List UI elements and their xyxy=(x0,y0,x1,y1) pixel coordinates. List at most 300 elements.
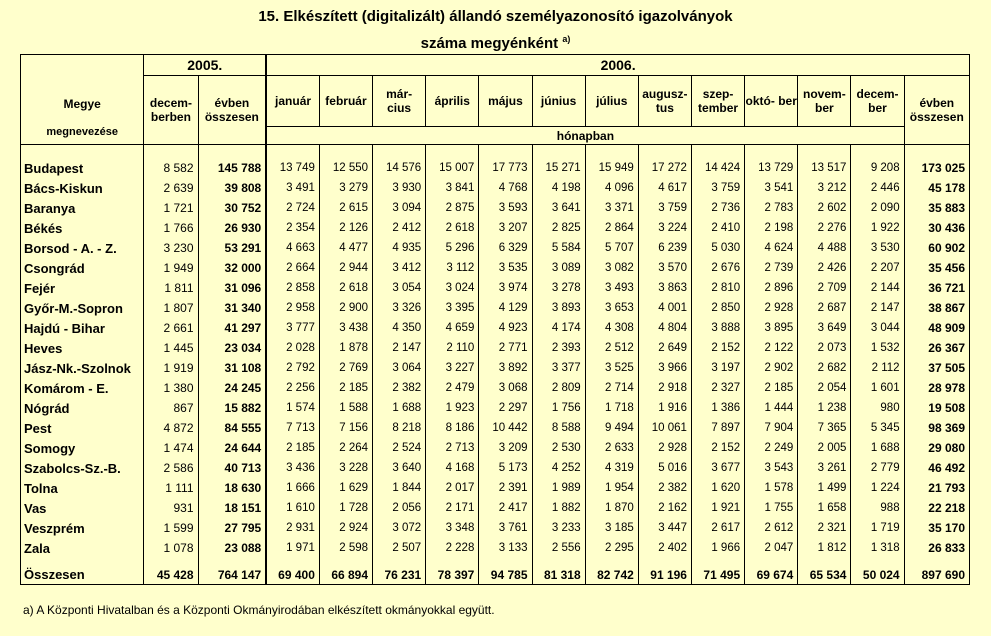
month-value-cell: 2 556 xyxy=(532,538,585,558)
month-value-cell: 15 949 xyxy=(585,158,638,178)
county-name: Pest xyxy=(21,418,144,438)
month-value-cell: 1 954 xyxy=(585,478,638,498)
month-value-cell: 66 894 xyxy=(319,558,372,585)
table-row xyxy=(21,378,970,398)
total-2006-cell: 37 505 xyxy=(904,358,969,378)
month-value-cell: 2 393 xyxy=(532,338,585,358)
month-value-cell: 1 882 xyxy=(532,498,585,518)
month-value-cell: 2 171 xyxy=(426,498,479,518)
month-value-cell: 3 068 xyxy=(479,378,532,398)
county-name: Összesen xyxy=(21,558,144,585)
dec-2005-cell: 8 582 xyxy=(144,158,198,178)
month-value-cell: 82 742 xyxy=(585,558,638,585)
month-value-cell: 3 261 xyxy=(798,458,851,478)
month-value-cell: 1 658 xyxy=(798,498,851,518)
total-2005-cell: 31 340 xyxy=(198,298,266,318)
month-value-cell: 1 499 xyxy=(798,478,851,498)
total-2005-cell: 23 088 xyxy=(198,538,266,558)
table-row xyxy=(21,218,970,238)
dec-2005-cell: 1 807 xyxy=(144,298,198,318)
month-value-cell: 3 072 xyxy=(373,518,426,538)
month-value-cell: 3 209 xyxy=(479,438,532,458)
month-value-cell: 1 574 xyxy=(266,398,319,418)
month-value-cell: 2 714 xyxy=(585,378,638,398)
month-value-cell: 1 688 xyxy=(851,438,904,458)
month-value-cell: 2 207 xyxy=(851,258,904,278)
total-2005-cell: 23 034 xyxy=(198,338,266,358)
month-value-cell: 2 633 xyxy=(585,438,638,458)
county-name: Fejér xyxy=(21,278,144,298)
month-value-cell: 3 640 xyxy=(373,458,426,478)
month-value-cell: 4 768 xyxy=(479,178,532,198)
month-value-cell: 1 224 xyxy=(851,478,904,498)
month-value-cell: 2 858 xyxy=(266,278,319,298)
month-header: szep- tember xyxy=(691,76,744,127)
month-value-cell: 2 792 xyxy=(266,358,319,378)
month-value-cell: 2 391 xyxy=(479,478,532,498)
month-value-cell: 3 759 xyxy=(691,178,744,198)
month-value-cell: 4 350 xyxy=(373,318,426,338)
month-value-cell: 1 878 xyxy=(319,338,372,358)
month-value-cell: 1 921 xyxy=(691,498,744,518)
month-value-cell: 3 278 xyxy=(532,278,585,298)
month-value-cell: 81 318 xyxy=(532,558,585,585)
month-value-cell: 2 809 xyxy=(532,378,585,398)
month-value-cell: 2 769 xyxy=(319,358,372,378)
month-value-cell: 2 864 xyxy=(585,218,638,238)
table-row xyxy=(21,418,970,438)
month-value-cell: 2 162 xyxy=(638,498,691,518)
month-value-cell: 3 089 xyxy=(532,258,585,278)
month-value-cell: 4 319 xyxy=(585,458,638,478)
table-header xyxy=(21,55,970,145)
megye-label: Megye xyxy=(63,97,101,111)
month-value-cell: 2 931 xyxy=(266,518,319,538)
month-value-cell: 2 902 xyxy=(745,358,798,378)
total-2005-cell: 41 297 xyxy=(198,318,266,338)
month-value-cell: 2 417 xyxy=(479,498,532,518)
county-name: Budapest xyxy=(21,158,144,178)
month-value-cell: 1 728 xyxy=(319,498,372,518)
month-value-cell: 5 584 xyxy=(532,238,585,258)
month-value-cell: 2 005 xyxy=(798,438,851,458)
total-2006-cell: 29 080 xyxy=(904,438,969,458)
month-value-cell: 9 494 xyxy=(585,418,638,438)
month-value-cell: 1 610 xyxy=(266,498,319,518)
county-name: Baranya xyxy=(21,198,144,218)
county-name: Vas xyxy=(21,498,144,518)
spacer-row xyxy=(21,145,970,159)
total-2006-cell: 19 508 xyxy=(904,398,969,418)
month-value-cell: 3 493 xyxy=(585,278,638,298)
month-value-cell: 4 488 xyxy=(798,238,851,258)
month-value-cell: 2 402 xyxy=(638,538,691,558)
month-value-cell: 1 989 xyxy=(532,478,585,498)
month-value-cell: 1 444 xyxy=(745,398,798,418)
dec-2005-cell: 931 xyxy=(144,498,198,518)
month-value-cell: 2 736 xyxy=(691,198,744,218)
total-2005-cell: 32 000 xyxy=(198,258,266,278)
month-value-cell: 3 649 xyxy=(798,318,851,338)
month-value-cell: 1 923 xyxy=(426,398,479,418)
table-row xyxy=(21,178,970,198)
total-2006-cell: 28 978 xyxy=(904,378,969,398)
month-value-cell: 2 709 xyxy=(798,278,851,298)
month-value-cell: 2 924 xyxy=(319,518,372,538)
month-value-cell: 1 870 xyxy=(585,498,638,518)
table-row xyxy=(21,198,970,218)
month-value-cell: 1 971 xyxy=(266,538,319,558)
total-2006-cell: 897 690 xyxy=(904,558,969,585)
month-value-cell: 2 297 xyxy=(479,398,532,418)
month-value-cell: 2 047 xyxy=(745,538,798,558)
month-value-cell: 13 729 xyxy=(745,158,798,178)
total-2005-cell: 40 713 xyxy=(198,458,266,478)
month-value-cell: 3 412 xyxy=(373,258,426,278)
month-value-cell: 3 447 xyxy=(638,518,691,538)
table-row xyxy=(21,498,970,518)
dec-2005-cell: 2 661 xyxy=(144,318,198,338)
month-value-cell: 50 024 xyxy=(851,558,904,585)
month-value-cell: 2 256 xyxy=(266,378,319,398)
total-2006-cell: 26 367 xyxy=(904,338,969,358)
month-value-cell: 2 410 xyxy=(691,218,744,238)
month-value-cell: 3 436 xyxy=(266,458,319,478)
month-value-cell: 2 327 xyxy=(691,378,744,398)
month-value-cell: 3 930 xyxy=(373,178,426,198)
month-value-cell: 2 739 xyxy=(745,258,798,278)
month-value-cell: 2 618 xyxy=(319,278,372,298)
total-2006-cell: 38 867 xyxy=(904,298,969,318)
month-value-cell: 3 024 xyxy=(426,278,479,298)
data-table xyxy=(20,54,970,585)
month-value-cell: 1 629 xyxy=(319,478,372,498)
month-value-cell: 9 208 xyxy=(851,158,904,178)
total-2005-cell: 764 147 xyxy=(198,558,266,585)
month-value-cell: 1 718 xyxy=(585,398,638,418)
month-value-cell: 3 094 xyxy=(373,198,426,218)
month-value-cell: 2 382 xyxy=(373,378,426,398)
month-value-cell: 3 044 xyxy=(851,318,904,338)
month-value-cell: 2 152 xyxy=(691,338,744,358)
month-value-cell: 2 944 xyxy=(319,258,372,278)
month-value-cell: 1 844 xyxy=(373,478,426,498)
total-2006-cell: 35 456 xyxy=(904,258,969,278)
month-value-cell: 3 535 xyxy=(479,258,532,278)
month-value-cell: 7 156 xyxy=(319,418,372,438)
month-value-cell: 4 174 xyxy=(532,318,585,338)
megnevezese-label: megnevezése xyxy=(46,126,118,138)
month-value-cell: 3 759 xyxy=(638,198,691,218)
total-2006-cell: 35 883 xyxy=(904,198,969,218)
month-header: novem- ber xyxy=(798,76,851,127)
month-value-cell: 2 028 xyxy=(266,338,319,358)
month-value-cell: 2 382 xyxy=(638,478,691,498)
month-value-cell: 2 875 xyxy=(426,198,479,218)
dec-2005-cell: 1 721 xyxy=(144,198,198,218)
month-value-cell: 65 534 xyxy=(798,558,851,585)
county-name: Heves xyxy=(21,338,144,358)
dec-2005-cell: 867 xyxy=(144,398,198,418)
month-value-cell: 2 617 xyxy=(691,518,744,538)
month-value-cell: 8 588 xyxy=(532,418,585,438)
month-value-cell: 78 397 xyxy=(426,558,479,585)
month-value-cell: 4 168 xyxy=(426,458,479,478)
month-value-cell: 2 112 xyxy=(851,358,904,378)
month-value-cell: 7 904 xyxy=(745,418,798,438)
month-value-cell: 2 412 xyxy=(373,218,426,238)
total-2006-cell: 36 721 xyxy=(904,278,969,298)
month-value-cell: 3 197 xyxy=(691,358,744,378)
month-header: május xyxy=(479,76,532,127)
month-value-cell: 15 271 xyxy=(532,158,585,178)
month-value-cell: 3 054 xyxy=(373,278,426,298)
month-value-cell: 10 442 xyxy=(479,418,532,438)
month-value-cell: 2 598 xyxy=(319,538,372,558)
title-line-2 xyxy=(0,28,991,55)
month-value-cell: 2 530 xyxy=(532,438,585,458)
month-value-cell: 2 682 xyxy=(798,358,851,378)
table-row xyxy=(21,298,970,318)
dec-2005-cell: 1 599 xyxy=(144,518,198,538)
month-value-cell: 2 147 xyxy=(851,298,904,318)
month-value-cell: 2 354 xyxy=(266,218,319,238)
month-value-cell: 2 228 xyxy=(426,538,479,558)
county-name: Zala xyxy=(21,538,144,558)
month-value-cell: 2 825 xyxy=(532,218,585,238)
month-value-cell: 5 173 xyxy=(479,458,532,478)
table-row xyxy=(21,358,970,378)
month-value-cell: 3 893 xyxy=(532,298,585,318)
month-value-cell: 5 707 xyxy=(585,238,638,258)
month-value-cell: 10 061 xyxy=(638,418,691,438)
month-value-cell: 2 928 xyxy=(638,438,691,458)
month-value-cell: 1 666 xyxy=(266,478,319,498)
month-value-cell: 4 935 xyxy=(373,238,426,258)
total-2005-header: évben összesen xyxy=(198,76,266,145)
honapban-header: hónapban xyxy=(266,127,904,145)
table-row xyxy=(21,478,970,498)
total-2006-cell: 22 218 xyxy=(904,498,969,518)
month-value-cell: 5 296 xyxy=(426,238,479,258)
month-value-cell: 15 007 xyxy=(426,158,479,178)
month-value-cell: 1 966 xyxy=(691,538,744,558)
month-value-cell: 2 512 xyxy=(585,338,638,358)
month-value-cell: 3 064 xyxy=(373,358,426,378)
month-value-cell: 14 576 xyxy=(373,158,426,178)
month-header: decem- ber xyxy=(851,76,904,127)
table-row xyxy=(21,318,970,338)
year-2005-header: 2005. xyxy=(144,55,266,76)
month-value-cell: 4 096 xyxy=(585,178,638,198)
month-value-cell: 2 507 xyxy=(373,538,426,558)
county-name: Komárom - E. xyxy=(21,378,144,398)
dec-2005-cell: 2 639 xyxy=(144,178,198,198)
total-2006-cell: 46 492 xyxy=(904,458,969,478)
month-value-cell: 2 918 xyxy=(638,378,691,398)
month-value-cell: 6 329 xyxy=(479,238,532,258)
month-value-cell: 2 900 xyxy=(319,298,372,318)
month-value-cell: 2 771 xyxy=(479,338,532,358)
county-name: Csongrád xyxy=(21,258,144,278)
month-value-cell: 1 756 xyxy=(532,398,585,418)
month-header: augusz- tus xyxy=(638,76,691,127)
month-value-cell: 3 227 xyxy=(426,358,479,378)
month-value-cell: 1 755 xyxy=(745,498,798,518)
month-value-cell: 3 841 xyxy=(426,178,479,198)
table-row xyxy=(21,438,970,458)
month-value-cell: 3 207 xyxy=(479,218,532,238)
month-value-cell: 2 649 xyxy=(638,338,691,358)
month-value-cell: 2 896 xyxy=(745,278,798,298)
month-value-cell: 4 624 xyxy=(745,238,798,258)
table-row xyxy=(21,338,970,358)
month-value-cell: 3 895 xyxy=(745,318,798,338)
month-value-cell: 3 863 xyxy=(638,278,691,298)
month-value-cell: 980 xyxy=(851,398,904,418)
table-row xyxy=(21,458,970,478)
month-header: január xyxy=(266,76,319,127)
dec-2005-cell: 1 919 xyxy=(144,358,198,378)
total-2005-cell: 26 930 xyxy=(198,218,266,238)
month-value-cell: 6 239 xyxy=(638,238,691,258)
table-row xyxy=(21,538,970,558)
month-value-cell: 14 424 xyxy=(691,158,744,178)
month-value-cell: 12 550 xyxy=(319,158,372,178)
month-header: októ- ber xyxy=(745,76,798,127)
month-value-cell: 1 601 xyxy=(851,378,904,398)
total-2005-cell: 27 795 xyxy=(198,518,266,538)
county-name: Somogy xyxy=(21,438,144,458)
dec-2005-cell: 3 230 xyxy=(144,238,198,258)
table-row xyxy=(21,158,970,178)
month-value-cell: 94 785 xyxy=(479,558,532,585)
month-value-cell: 2 724 xyxy=(266,198,319,218)
dec-2005-cell: 1 766 xyxy=(144,218,198,238)
month-value-cell: 2 126 xyxy=(319,218,372,238)
month-value-cell: 3 224 xyxy=(638,218,691,238)
month-value-cell: 2 687 xyxy=(798,298,851,318)
month-value-cell: 2 321 xyxy=(798,518,851,538)
month-value-cell: 1 238 xyxy=(798,398,851,418)
county-name: Borsod - A. - Z. xyxy=(21,238,144,258)
month-value-cell: 3 228 xyxy=(319,458,372,478)
month-header: február xyxy=(319,76,372,127)
month-value-cell: 3 761 xyxy=(479,518,532,538)
month-value-cell: 3 212 xyxy=(798,178,851,198)
month-value-cell: 2 810 xyxy=(691,278,744,298)
month-value-cell: 2 618 xyxy=(426,218,479,238)
county-name: Jász-Nk.-Szolnok xyxy=(21,358,144,378)
month-value-cell: 1 532 xyxy=(851,338,904,358)
month-value-cell: 2 615 xyxy=(319,198,372,218)
month-value-cell: 3 371 xyxy=(585,198,638,218)
county-name: Veszprém xyxy=(21,518,144,538)
month-value-cell: 5 016 xyxy=(638,458,691,478)
month-value-cell: 3 377 xyxy=(532,358,585,378)
table-row xyxy=(21,238,970,258)
month-value-cell: 3 543 xyxy=(745,458,798,478)
footnote: a) A Központi Hivatalban és a Központi Okmányirodában elkészített okmányokkal együtt. xyxy=(23,603,495,617)
month-value-cell: 2 479 xyxy=(426,378,479,398)
month-header-row xyxy=(21,76,970,127)
month-value-cell: 5 030 xyxy=(691,238,744,258)
month-value-cell: 2 664 xyxy=(266,258,319,278)
total-2005-cell: 39 808 xyxy=(198,178,266,198)
month-value-cell: 2 264 xyxy=(319,438,372,458)
month-value-cell: 2 783 xyxy=(745,198,798,218)
month-value-cell: 3 233 xyxy=(532,518,585,538)
total-2005-cell: 30 752 xyxy=(198,198,266,218)
month-value-cell: 2 928 xyxy=(745,298,798,318)
month-value-cell: 3 892 xyxy=(479,358,532,378)
month-value-cell: 4 308 xyxy=(585,318,638,338)
month-value-cell: 3 082 xyxy=(585,258,638,278)
month-value-cell: 2 602 xyxy=(798,198,851,218)
footnote-mark: a) xyxy=(562,34,571,44)
month-value-cell: 76 231 xyxy=(373,558,426,585)
table-row xyxy=(21,278,970,298)
month-value-cell: 3 653 xyxy=(585,298,638,318)
month-value-cell: 2 524 xyxy=(373,438,426,458)
month-value-cell: 3 326 xyxy=(373,298,426,318)
month-value-cell: 3 966 xyxy=(638,358,691,378)
dec-2005-cell: 4 872 xyxy=(144,418,198,438)
total-2006-cell: 48 909 xyxy=(904,318,969,338)
month-value-cell: 4 477 xyxy=(319,238,372,258)
month-value-cell: 1 812 xyxy=(798,538,851,558)
month-value-cell: 3 530 xyxy=(851,238,904,258)
month-value-cell: 17 773 xyxy=(479,158,532,178)
dec-2005-cell: 1 949 xyxy=(144,258,198,278)
month-value-cell: 3 112 xyxy=(426,258,479,278)
month-value-cell: 69 400 xyxy=(266,558,319,585)
month-value-cell: 7 897 xyxy=(691,418,744,438)
dec-2005-cell: 1 474 xyxy=(144,438,198,458)
table-body xyxy=(21,145,970,585)
month-value-cell: 2 122 xyxy=(745,338,798,358)
month-value-cell: 3 395 xyxy=(426,298,479,318)
month-value-cell: 988 xyxy=(851,498,904,518)
month-value-cell: 3 348 xyxy=(426,518,479,538)
month-value-cell: 2 446 xyxy=(851,178,904,198)
table-row xyxy=(21,518,970,538)
month-value-cell: 3 593 xyxy=(479,198,532,218)
month-value-cell: 3 777 xyxy=(266,318,319,338)
month-value-cell: 4 804 xyxy=(638,318,691,338)
month-value-cell: 2 147 xyxy=(373,338,426,358)
month-value-cell: 2 144 xyxy=(851,278,904,298)
month-value-cell: 3 133 xyxy=(479,538,532,558)
month-header: április xyxy=(426,76,479,127)
month-value-cell: 3 888 xyxy=(691,318,744,338)
month-value-cell: 3 279 xyxy=(319,178,372,198)
month-value-cell: 1 688 xyxy=(373,398,426,418)
total-2006-cell: 26 833 xyxy=(904,538,969,558)
total-2005-cell: 18 630 xyxy=(198,478,266,498)
month-value-cell: 3 641 xyxy=(532,198,585,218)
month-value-cell: 2 073 xyxy=(798,338,851,358)
month-value-cell: 2 713 xyxy=(426,438,479,458)
month-value-cell: 2 056 xyxy=(373,498,426,518)
month-value-cell: 7 365 xyxy=(798,418,851,438)
month-value-cell: 4 659 xyxy=(426,318,479,338)
total-2005-cell: 31 108 xyxy=(198,358,266,378)
county-name: Békés xyxy=(21,218,144,238)
month-value-cell: 13 517 xyxy=(798,158,851,178)
month-value-cell: 4 663 xyxy=(266,238,319,258)
month-value-cell: 2 295 xyxy=(585,538,638,558)
